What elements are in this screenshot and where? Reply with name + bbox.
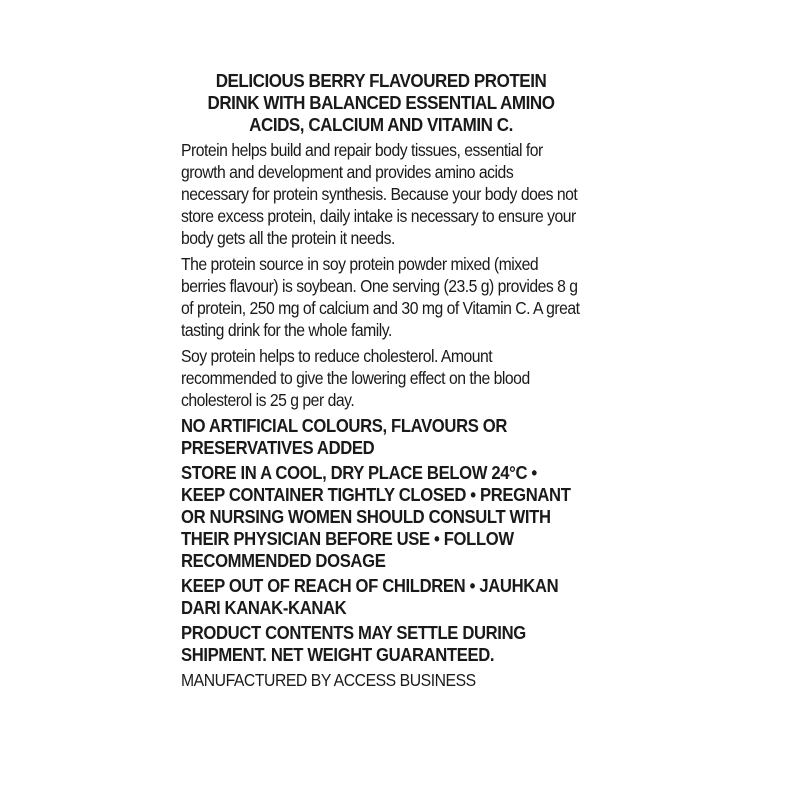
- shipment-notice: PRODUCT CONTENTS MAY SETTLE DURING SHIPMENT. NET WEIGHT GUARANTEED.: [181, 622, 526, 665]
- storage-warning-notice: STORE IN A COOL, DRY PLACE BELOW 24°C • KEEP CONTAINER TIGHTLY CLOSED • PREGNANT OR NURSING WOMEN SHOULD CONSULT WITH THEIR PHYSICIAN BEFORE USE • FOLLOW RECOMMENDED DOSAGE: [181, 462, 571, 571]
- product-label: [181, 70, 581, 691]
- protein-source-paragraph: The protein source in soy protein powder mixed (mixed berries flavour) is soybean. One serving (23.5 g) provides 8 g of protein, 250 mg of calcium and 30 mg of Vitamin C. A great tasting drink for the whole family.: [181, 254, 580, 340]
- cholesterol-paragraph: Soy protein helps to reduce cholesterol. Amount recommended to give the lowering effect on the blood cholesterol is 25 g per day.: [181, 346, 530, 410]
- manufacturer-line: MANUFACTURED BY ACCESS BUSINESS: [181, 670, 476, 690]
- protein-benefits-paragraph: Protein helps build and repair body tissues, essential for growth and development and provides amino acids necessary for protein synthesis. Because your body does not store excess protein, daily intake is necessary to ensure your body gets all the protein it needs.: [181, 140, 578, 248]
- no-artificial-notice: NO ARTIFICIAL COLOURS, FLAVOURS OR PRESERVATIVES ADDED: [181, 415, 507, 458]
- label-title: DELICIOUS BERRY FLAVOURED PROTEIN DRINK WITH BALANCED ESSENTIAL AMINO ACIDS, CALCIUM AND VITAMIN C.: [207, 70, 555, 135]
- children-warning-notice: KEEP OUT OF REACH OF CHILDREN • JAUHKAN DARI KANAK-KANAK: [181, 575, 559, 618]
